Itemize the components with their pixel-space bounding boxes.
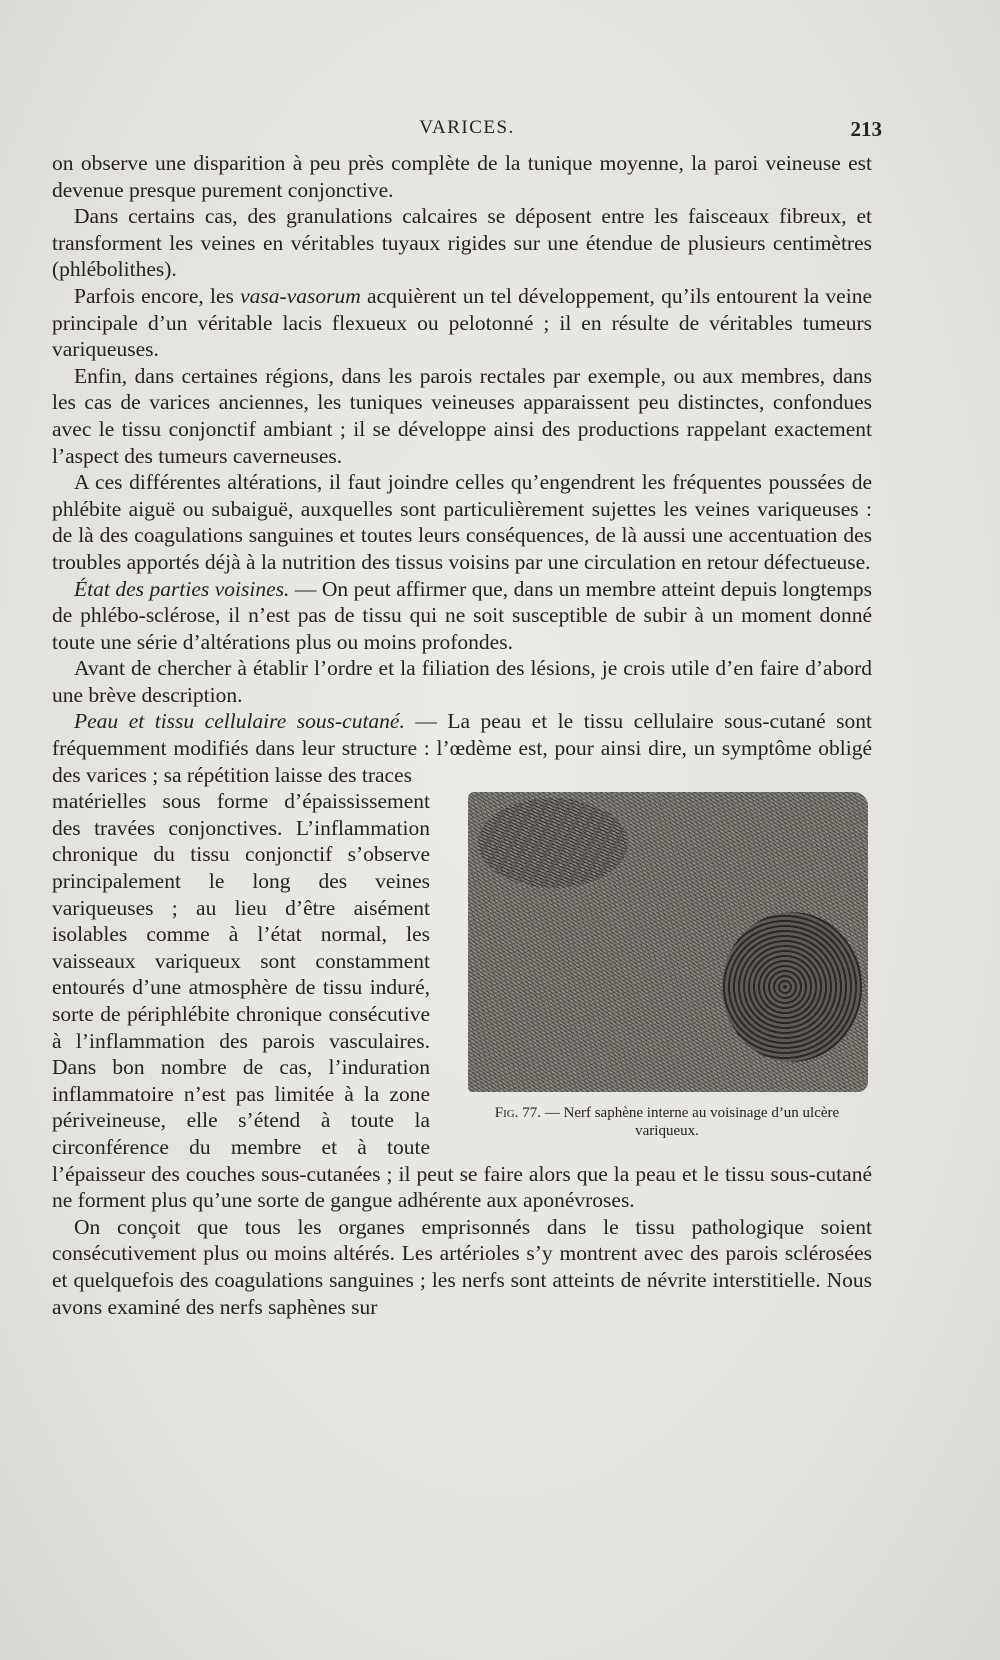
paragraph-italic: vasa-vasorum bbox=[240, 283, 361, 308]
paragraph-text: acquièrent un tel développement, qu’ils entourent la veine principale d’un véritable lacis flexueux ou pelotonné ; il en résulte de véritables tumeurs variqueuses. bbox=[52, 283, 872, 362]
histology-illustration bbox=[468, 792, 868, 1092]
paragraph bbox=[52, 576, 872, 656]
paragraph: A ces différentes altérations, il faut joindre celles qu’engendrent les fréquentes poussées de phlébite aiguë ou subaiguë, auxquelles sont particulièrement sujettes les veines variqueuses : de là des coagulations sanguines et toutes leurs conséquences, de là aussi une accentuation des troubles apportés déjà à la nutrition des tissus voisins par une circulation en retour défectueuse. bbox=[52, 470, 872, 574]
section-heading-italic: Peau et tissu cellulaire sous-cutané. bbox=[74, 709, 405, 734]
paragraph bbox=[52, 708, 872, 788]
paragraph: Enfin, dans certaines régions, dans les parois rectales par exemple, ou aux membres, dans les cas de varices anciennes, les tuniques veineuses apparaissent peu distinctes, confondues avec le tissu conjonctif ambiant ; il se développe ainsi des productions rappelant exactement l’aspect des tumeurs caverneuses. bbox=[52, 363, 872, 468]
paragraph: matérielles sous forme d’épaississement des travées conjonctives. L’inflammation chronique du tissu conjonctif s’observe principalement le long des veines variqueuses ; au lieu d’être aisément isolables comme à l’état normal, les vaisseaux variqueux sont constamment entourés d’une atmosphère de tissu induré, sorte de périphlébite chronique consécutive à l’inflammation des parois vasculaires. Dans bon nombre de cas, l’induration inflammatoire n’est pas limitée à la zone périveineuse, elle s’étend à toute la circonférence du membre et à toute l’épaisseur des couches sous-cutanées ; il peut se faire alors que la peau et le tissu sous-cutané ne forment plus qu’une sorte de gangue adhérente aux aponévroses. bbox=[52, 789, 872, 1213]
paragraph-prefix: Parfois encore, les bbox=[74, 283, 241, 308]
page-header bbox=[52, 117, 882, 147]
figure-label: Fig. 77. bbox=[494, 1105, 541, 1122]
paragraph bbox=[52, 283, 872, 363]
figure-caption bbox=[462, 1104, 872, 1140]
paragraph: on observe une disparition à peu près complète de la tunique moyenne, la paroi veineuse est devenue presque purement conjonctive. bbox=[52, 151, 872, 202]
paragraph: On conçoit que tous les organes emprisonnés dans le tissu pathologique soient consécutivement plus ou moins altérés. Les artérioles s’y montrent avec des parois sclérosées et quelquefois des coagulations sanguines ; les nerfs sont atteints de névrite interstitielle. Nous avons examiné des nerfs saphènes sur bbox=[52, 1214, 872, 1319]
paragraph: Avant de chercher à établir l’ordre et la filiation des lésions, je crois utile d’en faire d’abord une brève description. bbox=[52, 656, 872, 707]
figure bbox=[462, 792, 872, 1140]
nerve-fibers-region bbox=[478, 798, 628, 888]
paragraph-text: — On peut affirmer que, dans un membre atteint depuis longtemps de phlébo-sclérose, il n’est pas de tissu qui ne soit susceptible de subir à un moment donné toute une série d’altérations plus ou moins profondes. bbox=[52, 576, 872, 654]
section-heading-italic: État des parties voisines. bbox=[74, 576, 290, 601]
paragraph: Dans certains cas, des granulations calcaires se déposent entre les faisceaux fibreux, et transforment les veines en véritables tuyaux rigides sur une étendue de plusieurs centimètres (phlébolithes). bbox=[52, 204, 872, 282]
paragraph-text: — La peau et le tissu cellulaire sous-cutané sont fréquemment modifiés dans leur structure : l’œdème est, pour ainsi dire, un symptôme obligé des varices ; sa répétition laisse des traces bbox=[52, 709, 872, 787]
figure-caption-text: — Nerf saphène interne au voisinage d’un ulcère variqueux. bbox=[540, 1105, 840, 1140]
page-number: 213 bbox=[850, 117, 882, 141]
running-title: VARICES. bbox=[419, 117, 515, 138]
nerve-fascicle bbox=[722, 912, 862, 1062]
body-text bbox=[52, 150, 872, 1320]
